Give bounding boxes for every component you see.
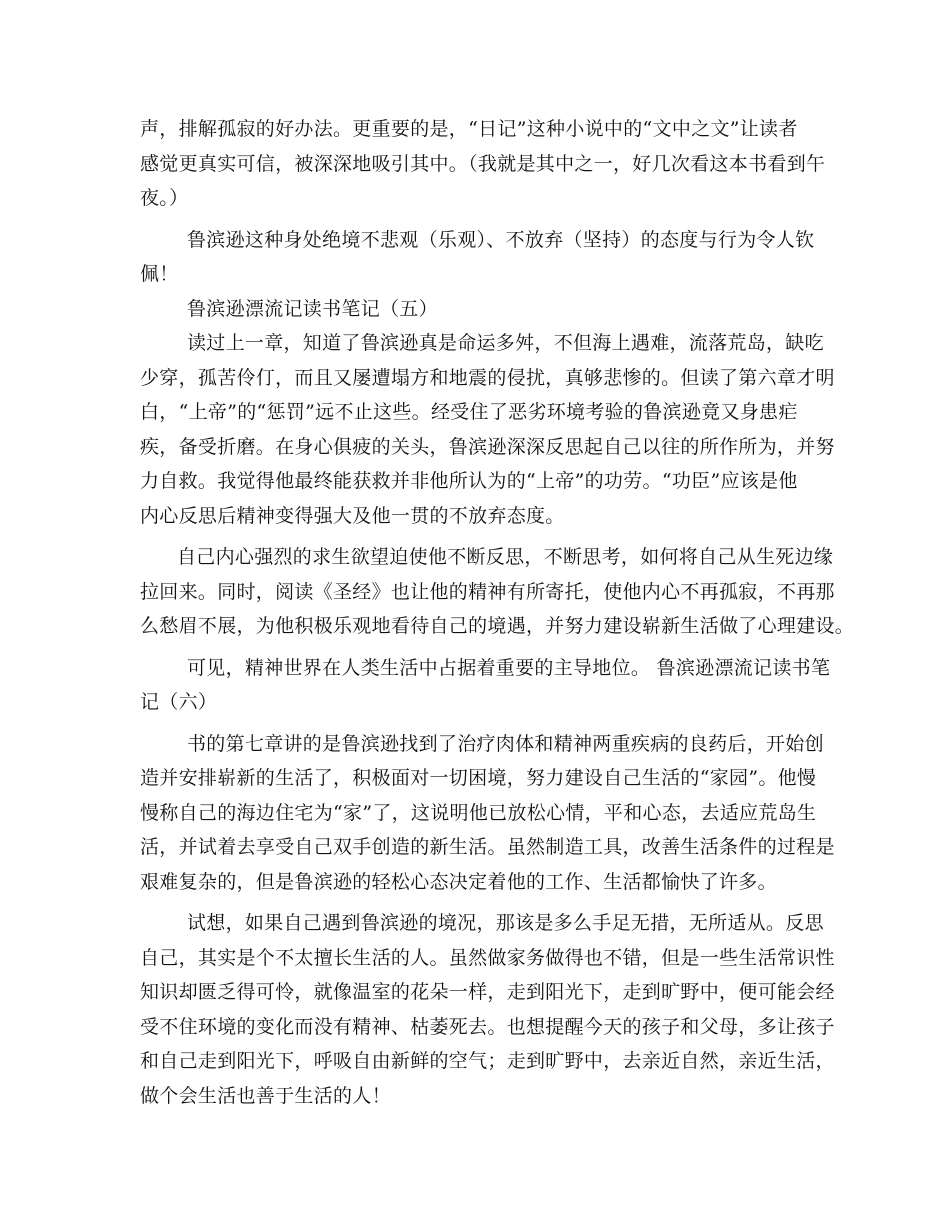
- document-body: [140, 112, 855, 1113]
- text-line: 活，并试着去享受自己双手创造的新生活。虽然制造工具，改善生活条件的过程是: [140, 836, 835, 858]
- text-line: 自己内心强烈的求生欲望迫使他不断反思，不断思考，如何将自己从生死边缘: [177, 546, 834, 568]
- text-line: 试想，如果自己遇到鲁滨逊的境况，那该是多么手足无措，无所适从。反思: [187, 912, 824, 934]
- text-line: 声，排解孤寂的好办法。更重要的是，“日记”这种小说中的“文中之文”让读者: [140, 118, 798, 140]
- text-line: 白，“上帝”的“惩罚”远不止这些。经受住了恶劣环境考验的鲁滨逊竟又身患疟: [140, 401, 798, 423]
- text-line: 鲁滨逊这种身处绝境不悲观（乐观）、不放弃（坚持）的态度与行为令人钦: [187, 228, 815, 251]
- text-line: 读过上一章，知道了鲁滨逊真是命运多舛，不但海上遇难，流落荒岛，缺吃: [187, 332, 824, 354]
- text-line: 少穿，孤苦伶仃，而且又屡遭塌方和地震的侵扰，真够悲惨的。但读了第六章才明: [140, 366, 835, 389]
- text-line: 做个会生活也善于生活的人！: [140, 1084, 391, 1107]
- text-line: 知识却匮乏得可怜，就像温室的花朵一样，走到阳光下，走到旷野中，便可能会经: [140, 981, 835, 1003]
- text-line: 和自己走到阳光下，呼吸自由新鲜的空气；走到旷野中，去亲近自然，亲近生活，: [140, 1050, 835, 1072]
- text-line: 内心反思后精神变得强大及他一贯的不放弃态度。: [140, 504, 565, 527]
- text-line: 夜。）: [140, 187, 189, 209]
- text-line: 书的第七章讲的是鲁滨逊找到了治疗肉体和精神两重疾病的良药后，开始创: [187, 732, 824, 755]
- text-line: 造并安排崭新的生活了，积极面对一切困境，努力建设自己生活的“家园”。他慢: [140, 767, 817, 789]
- text-line: 疾，备受折磨。在身心俱疲的关头，鲁滨逊深深反思起自己以往的所作所为，并努: [140, 435, 835, 458]
- text-line: 可见，精神世界在人类生活中占据着重要的主导地位。 鲁滨逊漂流记读书笔: [187, 656, 831, 679]
- text-line: 慢称自己的海边住宅为“家”了，这说明他已放松心情，平和心态，去适应荒岛生: [140, 801, 817, 824]
- text-line: 么愁眉不展，为他积极乐观地看待自己的境遇，并努力建设崭新生活做了心理建设。: [140, 615, 855, 637]
- text-line: 佩！: [140, 263, 179, 285]
- text-line: 力自救。我觉得他最终能获救并非他所认为的“上帝”的功劳。“功臣”应该是他: [140, 470, 798, 492]
- text-line: 艰难复杂的，但是鲁滨逊的轻松心态决定着他的工作、生活都愉快了许多。: [140, 870, 777, 893]
- text-line: 自己，其实是个不太擅长生活的人。虽然做家务做得也不错，但是一些生活常识性: [140, 946, 835, 969]
- text-line: 受不住环境的变化而没有精神、枯萎死去。也想提醒今天的孩子和父母，多让孩子: [140, 1015, 835, 1038]
- text-line: 记（六）: [140, 691, 218, 713]
- text-line: 感觉更真实可信，被深深地吸引其中。（我就是其中之一，好几次看这本书看到午: [140, 152, 826, 175]
- text-line: 拉回来。同时，阅读《圣经》也让他的精神有所寄托，使他内心不再孤寂，不再那: [140, 580, 835, 603]
- section-heading: 鲁滨逊漂流记读书笔记（五）: [187, 297, 438, 320]
